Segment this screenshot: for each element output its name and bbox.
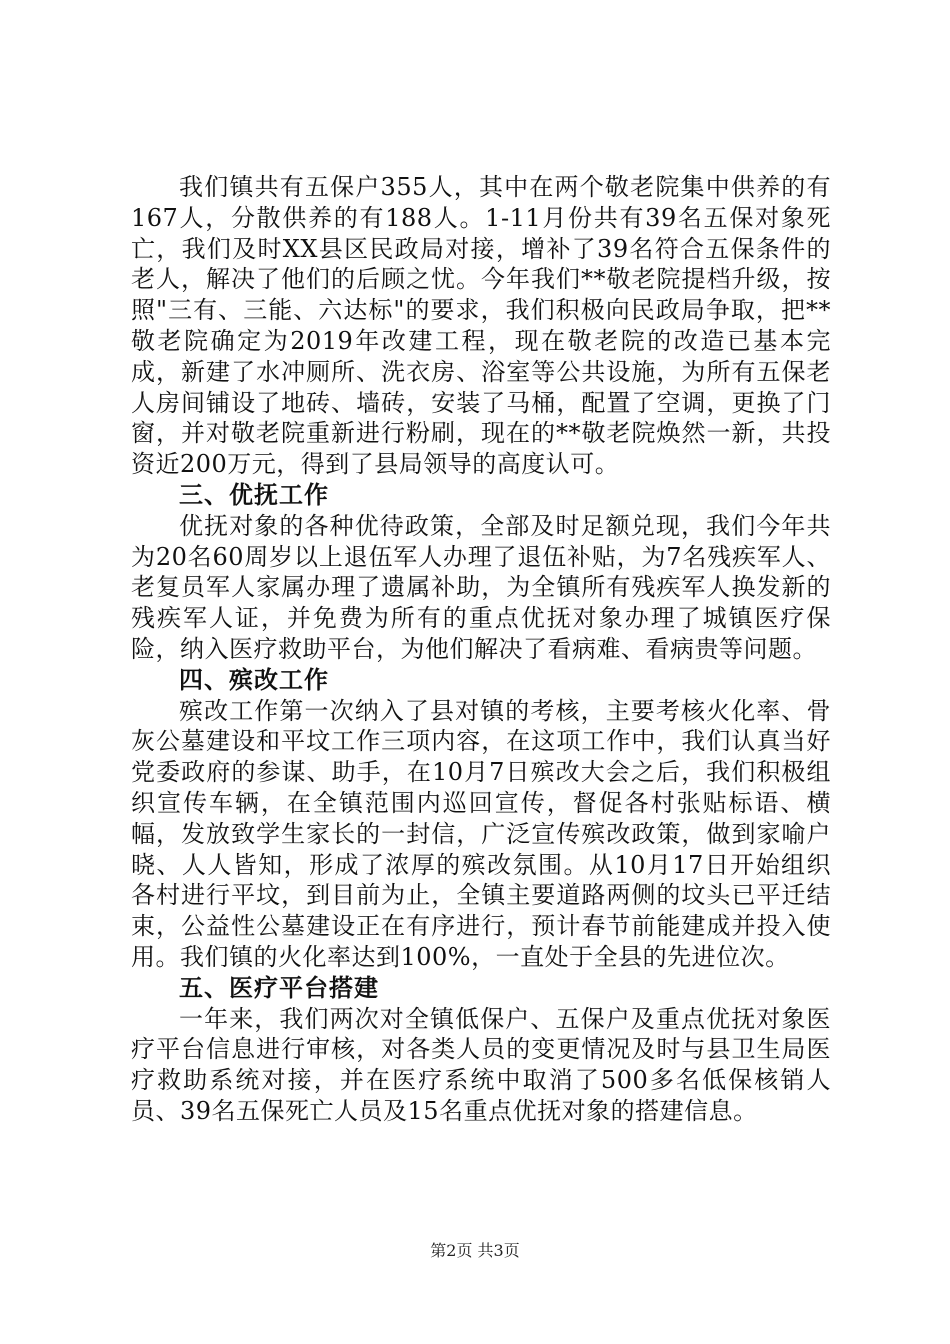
document-body	[131, 172, 831, 1127]
section-heading-yiliao: 五、医疗平台搭建	[179, 973, 379, 1002]
paragraph-bingai: 殡改工作第一次纳入了县对镇的考核，主要考核火化率、骨灰公墓建设和平坟工作三项内容，在这项工作中，我们认真当好党委政府的参谋、助手，在10月7日殡改大会之后，我们积极组织宣传车辆，在全镇范围内巡回宣传，督促各村张贴标语、横幅，发放致学生家长的一封信，广泛宣传殡改政策，做到家喻户晓、人人皆知，形成了浓厚的殡改氛围。从10月17日开始组织各村进行平坟，到目前为止，全镇主要道路两侧的坟头已平迁结束，公益性公墓建设正在有序进行，预计春节前能建成并投入使用。我们镇的火化率达到100%，一直处于全县的先进位次。	[131, 696, 831, 971]
page-number-footer: 第2页 共3页	[430, 1241, 520, 1260]
paragraph-youfu: 优抚对象的各种优待政策，全部及时足额兑现，我们今年共为20名60周岁以上退伍军人办理了退伍补贴，为7名残疾军人、老复员军人家属办理了遗属补助，为全镇所有残疾军人换发新的残疾军人证，并免费为所有的重点优抚对象办理了城镇医疗保险，纳入医疗救助平台，为他们解决了看病难、看病贵等问题。	[131, 511, 831, 663]
paragraph-yiliao: 一年来，我们两次对全镇低保户、五保户及重点优抚对象医疗平台信息进行审核，对各类人员的变更情况及时与县卫生局医疗救助系统对接，并在医疗系统中取消了500多名低保核销人员、39名五保死亡人员及15名重点优抚对象的搭建信息。	[131, 1004, 831, 1125]
section-heading-bingai: 四、殡改工作	[179, 665, 329, 694]
paragraph-wubao: 我们镇共有五保户355人，其中在两个敬老院集中供养的有167人，分散供养的有188人。1-11月份共有39名五保对象死亡，我们及时XX县区民政局对接，增补了39名符合五保条件的老人，解决了他们的后顾之忧。今年我们**敬老院提档升级，按照"三有、三能、六达标"的要求，我们积极向民政局争取，把**敬老院确定为2019年改建工程，现在敬老院的改造已基本完成，新建了水冲厕所、洗衣房、浴室等公共设施，为所有五保老人房间铺设了地砖、墙砖，安装了马桶，配置了空调，更换了门窗，并对敬老院重新进行粉刷，现在的**敬老院焕然一新，共投资近200万元，得到了县局领导的高度认可。	[131, 173, 831, 479]
section-heading-youfu: 三、优抚工作	[179, 480, 329, 509]
